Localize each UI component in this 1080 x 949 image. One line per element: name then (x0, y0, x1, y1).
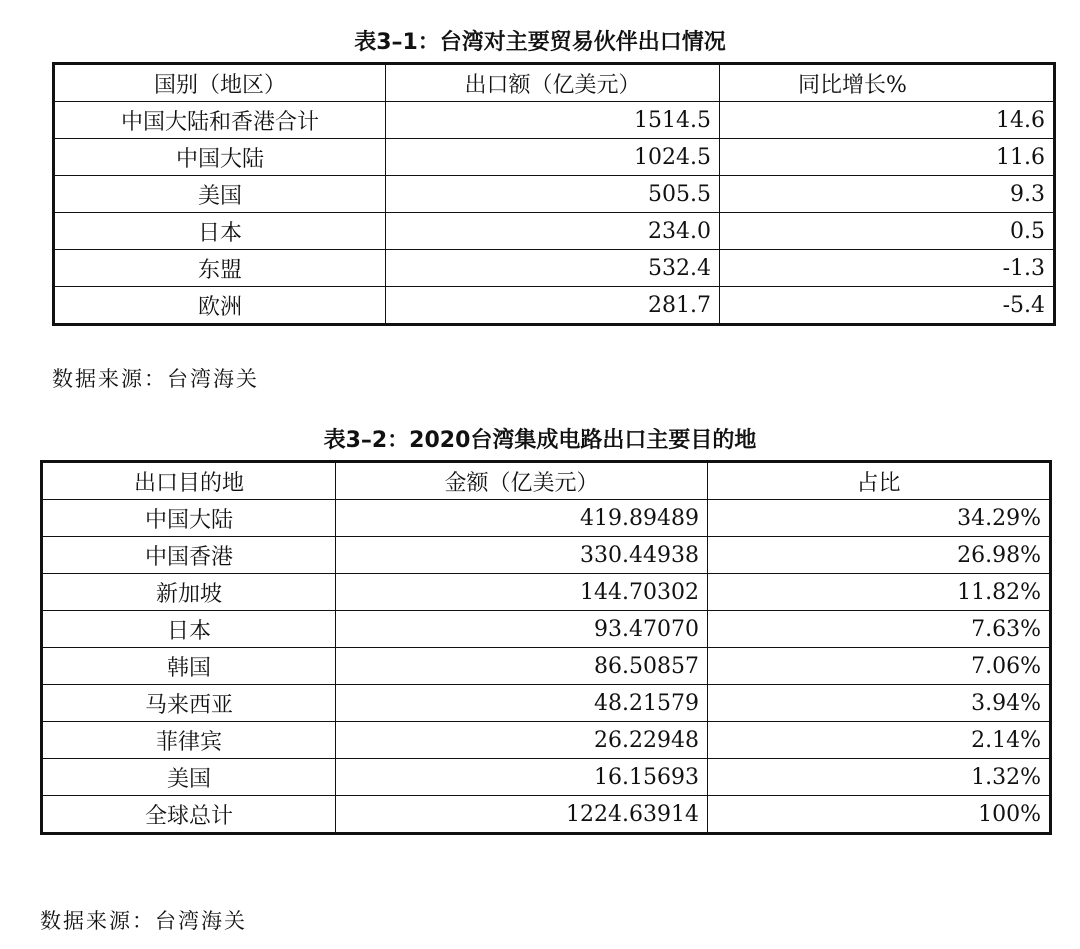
header-cell: 占比 (708, 462, 1051, 500)
table2-title: 表3–2：2020台湾集成电路出口主要目的地 (323, 428, 757, 453)
export-by-partner-table (52, 62, 1056, 326)
amount-cell: 26.22948 (336, 722, 708, 759)
growth-cell: 0.5 (720, 213, 1055, 250)
growth-cell: -1.3 (720, 250, 1055, 287)
region-cell: 欧洲 (54, 287, 386, 325)
growth-cell: 9.3 (720, 176, 1055, 213)
amount-cell: 144.70302 (336, 574, 708, 611)
share-cell: 26.98% (708, 537, 1051, 574)
destination-cell: 中国香港 (42, 537, 336, 574)
share-cell: 100% (708, 796, 1051, 834)
destination-cell: 菲律宾 (42, 722, 336, 759)
share-cell: 34.29% (708, 500, 1051, 537)
table-row (42, 685, 1051, 722)
amount-cell: 48.21579 (336, 685, 708, 722)
growth-cell: 11.6 (720, 139, 1055, 176)
region-cell: 日本 (54, 213, 386, 250)
header-cell: 金额（亿美元） (336, 462, 708, 500)
table-row (42, 500, 1051, 537)
growth-cell: 14.6 (720, 102, 1055, 139)
region-cell: 东盟 (54, 250, 386, 287)
amount-cell: 330.44938 (336, 537, 708, 574)
table-row (54, 102, 1055, 139)
share-cell: 11.82% (708, 574, 1051, 611)
header-cell: 出口额（亿美元） (386, 64, 720, 102)
export-value-cell: 505.5 (386, 176, 720, 213)
amount-cell: 16.15693 (336, 759, 708, 796)
share-cell: 3.94% (708, 685, 1051, 722)
share-cell: 7.06% (708, 648, 1051, 685)
table-row (54, 213, 1055, 250)
region-cell: 中国大陆和香港合计 (54, 102, 386, 139)
table-row (42, 574, 1051, 611)
table-row (42, 648, 1051, 685)
export-value-cell: 234.0 (386, 213, 720, 250)
destination-cell: 全球总计 (42, 796, 336, 834)
table-row (54, 176, 1055, 213)
table-row (54, 250, 1055, 287)
table2-source-note: 数据来源：台湾海关 (40, 909, 247, 933)
amount-cell: 93.47070 (336, 611, 708, 648)
table-row (54, 139, 1055, 176)
destination-cell: 美国 (42, 759, 336, 796)
header-cell: 出口目的地 (42, 462, 336, 500)
destination-cell: 韩国 (42, 648, 336, 685)
header-cell: 同比增长% (720, 64, 1055, 102)
amount-cell: 86.50857 (336, 648, 708, 685)
region-cell: 中国大陆 (54, 139, 386, 176)
table-row-total (42, 796, 1051, 834)
table-row (42, 611, 1051, 648)
table1-source-note: 数据来源：台湾海关 (52, 367, 259, 391)
ic-export-destinations-table (40, 460, 1052, 835)
destination-cell: 新加坡 (42, 574, 336, 611)
region-cell: 美国 (54, 176, 386, 213)
table-header-row (54, 64, 1055, 102)
table-row (42, 722, 1051, 759)
table1-title: 表3–1：台湾对主要贸易伙伴出口情况 (354, 30, 726, 55)
share-cell: 2.14% (708, 722, 1051, 759)
header-cell: 国别（地区） (54, 64, 386, 102)
export-value-cell: 1024.5 (386, 139, 720, 176)
export-value-cell: 1514.5 (386, 102, 720, 139)
table-header-row (42, 462, 1051, 500)
share-cell: 7.63% (708, 611, 1051, 648)
destination-cell: 日本 (42, 611, 336, 648)
amount-cell: 419.89489 (336, 500, 708, 537)
table-row (42, 759, 1051, 796)
destination-cell: 中国大陆 (42, 500, 336, 537)
export-value-cell: 281.7 (386, 287, 720, 325)
destination-cell: 马来西亚 (42, 685, 336, 722)
table-row (42, 537, 1051, 574)
growth-cell: -5.4 (720, 287, 1055, 325)
amount-cell: 1224.63914 (336, 796, 708, 834)
export-value-cell: 532.4 (386, 250, 720, 287)
share-cell: 1.32% (708, 759, 1051, 796)
table-row (54, 287, 1055, 325)
